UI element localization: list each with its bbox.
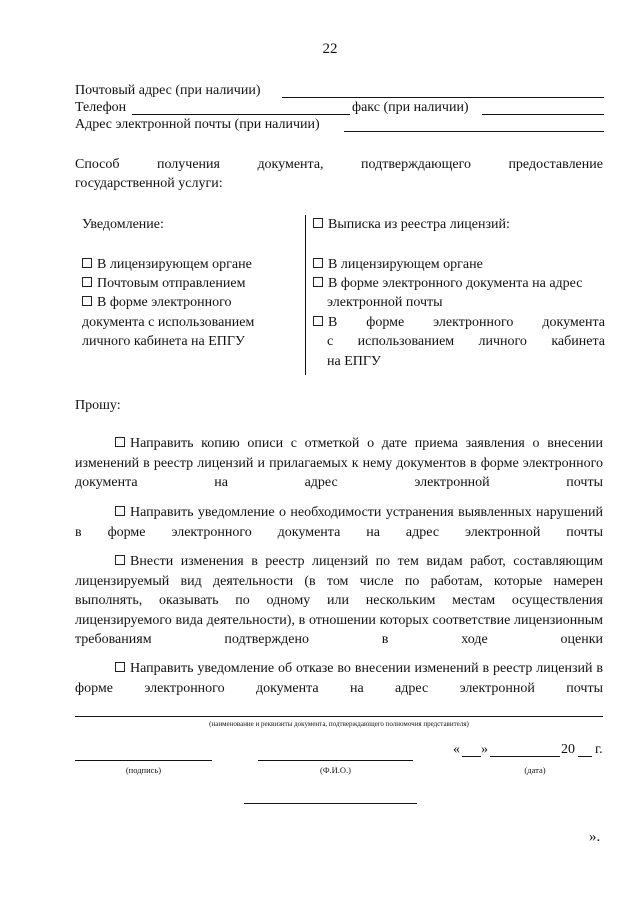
request-violations-notice[interactable] xyxy=(75,503,603,542)
method-word: документа, xyxy=(257,157,324,172)
extract-option-email[interactable] xyxy=(313,276,582,292)
checkbox-icon[interactable] xyxy=(82,277,92,287)
option-label: Выписка из реестра лицензий: xyxy=(328,217,510,232)
email-field[interactable] xyxy=(344,131,604,132)
phone-field[interactable] xyxy=(132,114,350,115)
extract-option-epgu[interactable] xyxy=(313,315,605,331)
notification-option-epgu[interactable] xyxy=(82,295,232,311)
notification-option-mail[interactable] xyxy=(82,276,245,292)
option-label-cont: документа с использованием xyxy=(82,315,255,330)
full-name-caption: (Ф.И.О.) xyxy=(319,765,352,775)
request-label: Прошу: xyxy=(75,398,121,413)
option-label: В форме электронного xyxy=(97,295,232,310)
option-word: использованием xyxy=(357,334,455,349)
method-heading-line2: государственной услуги: xyxy=(75,176,223,191)
blank-line[interactable] xyxy=(244,803,417,804)
checkbox-icon[interactable] xyxy=(115,555,125,565)
option-label-cont xyxy=(327,334,605,350)
registry-extract-title[interactable] xyxy=(313,217,510,233)
postal-address-label: Почтовый адрес (при наличии) xyxy=(75,83,261,98)
method-heading xyxy=(75,157,603,173)
checkbox-icon[interactable] xyxy=(313,316,323,326)
notification-option-office[interactable] xyxy=(82,257,252,273)
extract-option-office[interactable] xyxy=(313,257,483,273)
option-label: В лицензирующем органе xyxy=(328,257,483,272)
request-refusal-notice[interactable] xyxy=(75,659,603,698)
closing-mark: ». xyxy=(589,829,601,845)
checkbox-icon[interactable] xyxy=(313,218,323,228)
checkbox-icon[interactable] xyxy=(115,662,125,672)
request-text: Направить уведомление о необходимости устранения выявленных нарушений в форме электронного документа на адрес электронной почты xyxy=(75,505,603,540)
checkbox-icon[interactable] xyxy=(313,277,323,287)
fax-label: факс (при наличии) xyxy=(352,100,469,115)
option-label: В форме электронного документа на адрес xyxy=(328,276,583,291)
checkbox-icon[interactable] xyxy=(82,296,92,306)
full-name-field[interactable] xyxy=(258,760,413,761)
method-word: получения xyxy=(156,157,220,172)
page-number: 22 xyxy=(322,41,338,57)
representative-document-field[interactable] xyxy=(75,716,603,717)
option-label: В лицензирующем органе xyxy=(97,257,252,272)
request-text: Внести изменения в реестр лицензий по тем видам работ, составляющим лицензируемый вид деятельности (в том числе по работам, которые намерен выполнять, оказывать по одному или нескольким местам осуществления лицензируемого вида деятельности), в отношении которых соответствие лицензионным требованиям подтверждено в ходе оценки xyxy=(75,554,603,647)
email-label: Адрес электронной почты (при наличии) xyxy=(75,117,320,132)
option-word: электронного xyxy=(433,315,514,330)
column-divider xyxy=(305,215,306,375)
date-year-prefix: 20 xyxy=(561,742,575,757)
notification-title: Уведомление: xyxy=(82,217,164,232)
fax-field[interactable] xyxy=(482,114,604,115)
request-text: Направить уведомление об отказе во внесении изменений в реестр лицензий в форме электронного документа на адрес электронной почты xyxy=(75,661,603,696)
date-month-field[interactable] xyxy=(490,756,560,757)
request-make-changes[interactable] xyxy=(75,552,603,650)
representative-document-caption: (наименование и реквизиты документа, подтверждающего полномочия представителя) xyxy=(209,720,469,728)
date-caption: (дата) xyxy=(524,765,546,775)
phone-label: Телефон xyxy=(75,100,127,115)
request-text: Направить копию описи с отметкой о дате приема заявления о внесении изменений в реестр лицензий и прилагаемых к нему документов в форме электронного документа на адрес электронной почты xyxy=(75,436,603,490)
checkbox-icon[interactable] xyxy=(82,258,92,268)
date-close-quote: » xyxy=(481,742,488,757)
signature-caption: (подпись) xyxy=(125,765,162,775)
option-word: форме xyxy=(366,315,405,330)
option-word: с xyxy=(327,334,334,349)
option-label-cont: личного кабинета на ЕПГУ xyxy=(82,334,245,349)
method-word: Способ xyxy=(75,157,120,172)
date-day-field[interactable] xyxy=(462,756,481,757)
postal-address-field[interactable] xyxy=(282,97,604,98)
date-open-quote: « xyxy=(453,742,460,757)
checkbox-icon[interactable] xyxy=(115,506,125,516)
date-year-suffix: г. xyxy=(595,742,603,757)
option-word: личного xyxy=(478,334,527,349)
checkbox-icon[interactable] xyxy=(313,258,323,268)
method-word: предоставление xyxy=(508,157,603,172)
option-word: документа xyxy=(542,315,605,330)
signature-field[interactable] xyxy=(75,760,212,761)
option-label: Почтовым отправлением xyxy=(97,276,246,291)
request-copy-of-inventory[interactable] xyxy=(75,434,603,493)
method-word: подтверждающего xyxy=(361,157,471,172)
option-word: В xyxy=(328,315,338,330)
date-year-field[interactable] xyxy=(578,756,592,757)
option-label-cont: на ЕПГУ xyxy=(327,354,381,369)
option-word: кабинета xyxy=(551,334,605,349)
option-label-cont: электронной почты xyxy=(327,295,443,310)
checkbox-icon[interactable] xyxy=(115,437,125,447)
